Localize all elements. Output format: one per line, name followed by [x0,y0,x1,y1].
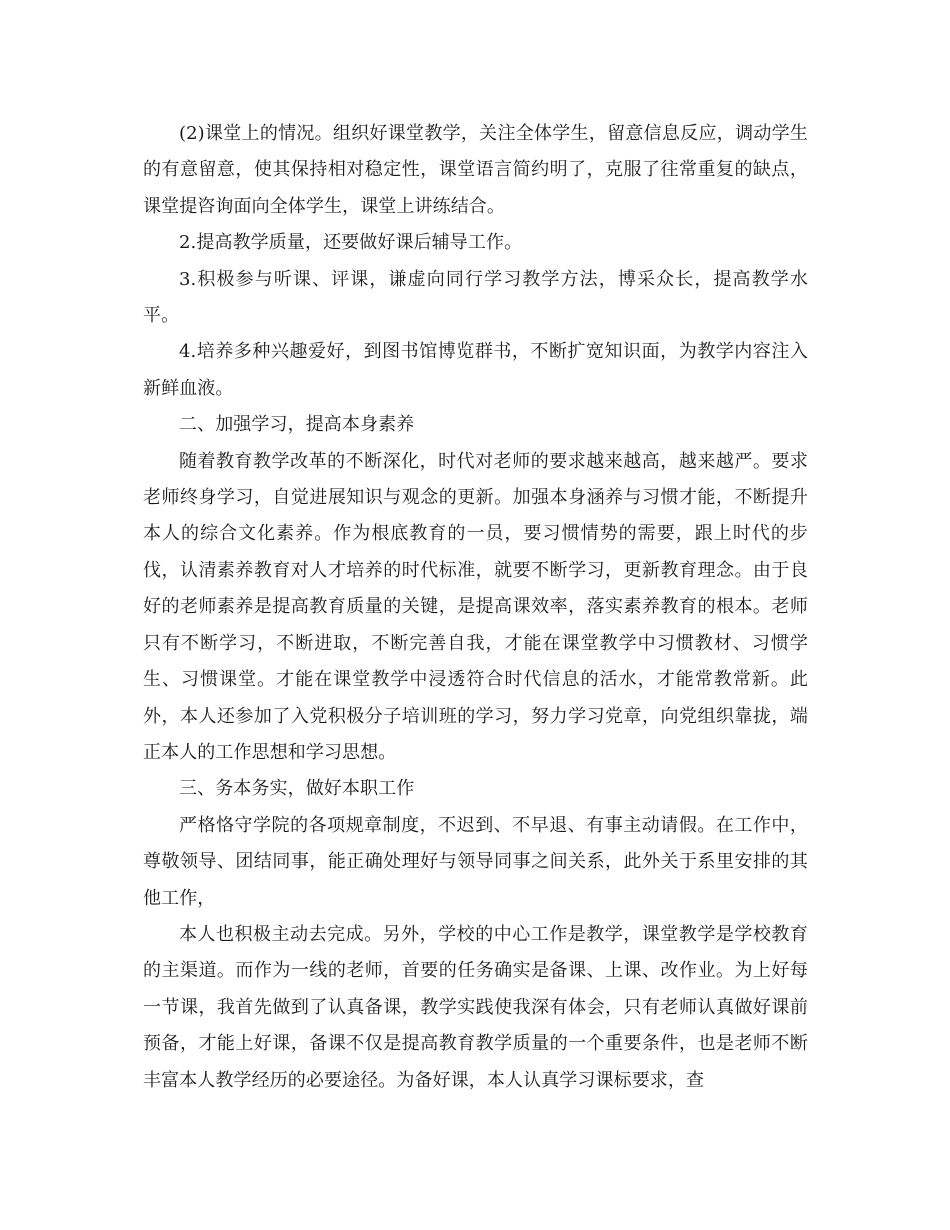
paragraph-item-3: 3.积极参与听课、评课，谦虚向同行学习教学方法，博采众长，提高教学水平。 [143,268,808,327]
paragraph-study: 随着教育教学改革的不断深化，时代对老师的要求越来越高，越来越严。要求老师终身学习，自觉进展知识与观念的更新。加强本身涵养与习惯才能，不断提升本人的综合文化素养。作为根底教育的一员，要习惯情势的需要，跟上时代的步伐，认清素养教育对人才培养的时代标准，就要不断学习，更新教育理念。由于良好的老师素养是提高教育质量的关键，是提高课效率，落实素养教育的根本。老师只有不断学习，不断进取，不断完善自我，才能在课堂教学中习惯教材、习惯学生、习惯课堂。才能在课堂教学中浸透符合时代信息的活水，才能常教常新。此外，本人还参加了入党积极分子培训班的学习，努力学习党章，向党组织靠拢，端正本人的工作思想和学习思想。 [143,450,808,763]
section-heading-duties: 三、务本务实，做好本职工作 [179,778,415,800]
paragraph-classroom-situation: (2)课堂上的情况。组织好课堂教学，关注全体学生，留意信息反应，调动学生的有意留意，使其保持相对稳定性，课堂语言简约明了，克服了往常重复的缺点，课堂提咨询面向全体学生，课堂上讲练结合。 [143,123,808,217]
paragraph-teaching: 本人也积极主动去完成。另外，学校的中心工作是教学，课堂教学是学校教育的主渠道。而作为一线的老师，首要的任务确实是备课、上课、改作业。为上好每一节课，我首先做到了认真备课，教学实践使我深有体会，只有老师认真做好课前预备，才能上好课，备课不仅是提高教育教学质量的一个重要条件，也是老师不断丰富本人教学经历的必要途径。为备好课，本人认真学习课标要求，查 [143,923,808,1091]
paragraph-rules: 严格恪守学院的各项规章制度，不迟到、不早退、有事主动请假。在工作中，尊敬领导、团结同事，能正确处理好与领导同事之间关系，此外关于系里安排的其他工作， [143,814,808,909]
document-body [143,116,808,1099]
paragraph-item-2: 2.提高教学质量，还要做好课后辅导工作。 [179,232,523,254]
section-heading-study: 二、加强学习，提高本身素养 [179,414,415,436]
paragraph-item-4: 4.培养多种兴趣爱好，到图书馆博览群书，不断扩宽知识面，为教学内容注入新鲜血液。 [143,341,808,399]
